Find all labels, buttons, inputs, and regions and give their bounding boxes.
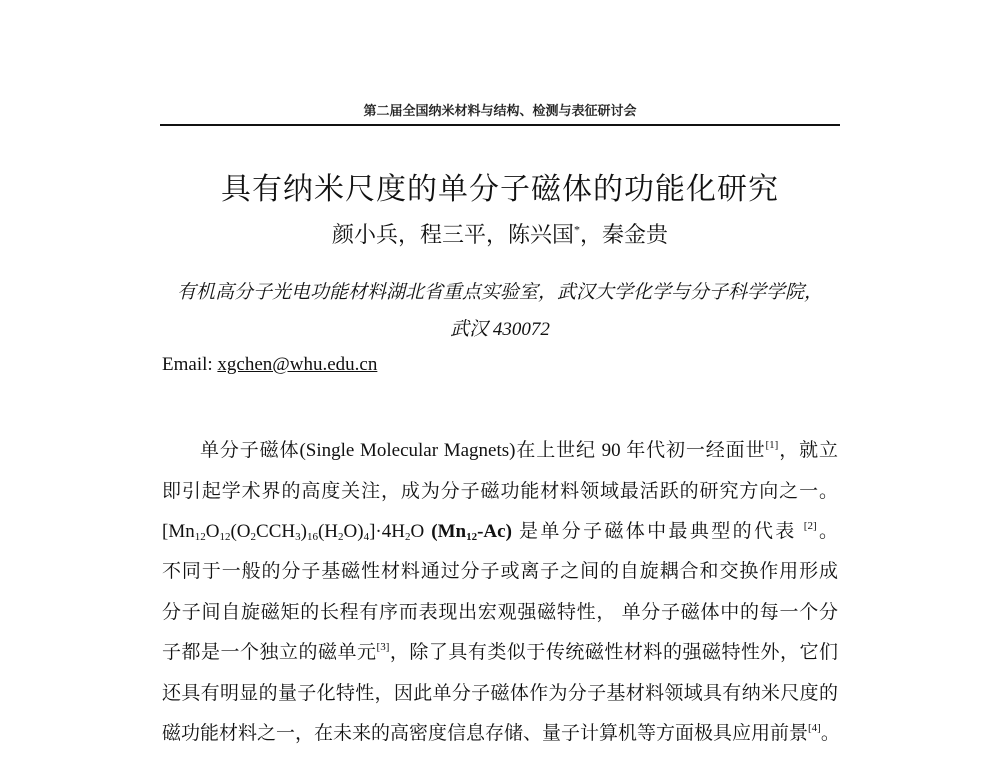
author-names: 颜小兵，程三平，陈兴国 [331, 222, 574, 247]
citation[interactable]: [3] [376, 641, 390, 653]
body-line: 还具有明显的量子化特性，因此单分子磁体作为分子基材料领域具有纳米尺度的 [162, 683, 838, 704]
citation[interactable]: [1] [765, 439, 779, 451]
citation[interactable]: [2] [803, 520, 817, 532]
body-line: 即引起学术界的高度关注，成为分子磁功能材料领域最活跃的研究方向之一。 [162, 481, 838, 502]
body-line: 分子间自旋磁矩的长程有序而表现出宏观强磁特性， 单分子磁体中的每一个分 [162, 602, 838, 623]
paper-title: 具有纳米尺度的单分子磁体的功能化研究 [221, 172, 779, 207]
body-line: $[Mn_{12}O_{12}(O_2CCH_3)_{16}(H_2O)_4]\cdot 4H_2O$ $(Mn_{12}-Ac)$ 是单分子磁体中最典型的代表 [2]。 [162, 520, 838, 543]
author-names-tail: ，秦金贵 [580, 222, 669, 247]
corresponding-mark: * [574, 222, 580, 237]
body-line: 不同于一般的分子基磁性材料通过分子或离子之间的自旋耦合和交换作用形成 [162, 561, 838, 582]
citation[interactable]: [4] [808, 722, 821, 734]
email-label: Email: [162, 354, 218, 375]
body-line: 子都是一个独立的磁单元[3]，除了具有类似于传统磁性材料的强磁特性外，它们 [162, 641, 838, 663]
header-rule [160, 124, 840, 126]
email-link[interactable]: xgchen@whu.edu.cn [217, 354, 378, 375]
email-line [162, 354, 377, 376]
body-line: 单分子磁体(Single Molecular Magnets)在上世纪 90 年代初一经面世[1]，就立 [200, 439, 838, 461]
paper-authors [0, 218, 1000, 249]
city-postcode: 武汉 430072 [450, 319, 550, 340]
conference-header: 第二届全国纳米材料与结构、检测与表征研讨会 [363, 103, 637, 118]
affiliation: 有机高分子光电功能材料湖北省重点实验室，武汉大学化学与分子科学学院， [176, 282, 823, 303]
body-line: 磁功能材料之一，在未来的高密度信息存储、量子计算机等方面极具应用前景[4]。 [162, 722, 840, 744]
